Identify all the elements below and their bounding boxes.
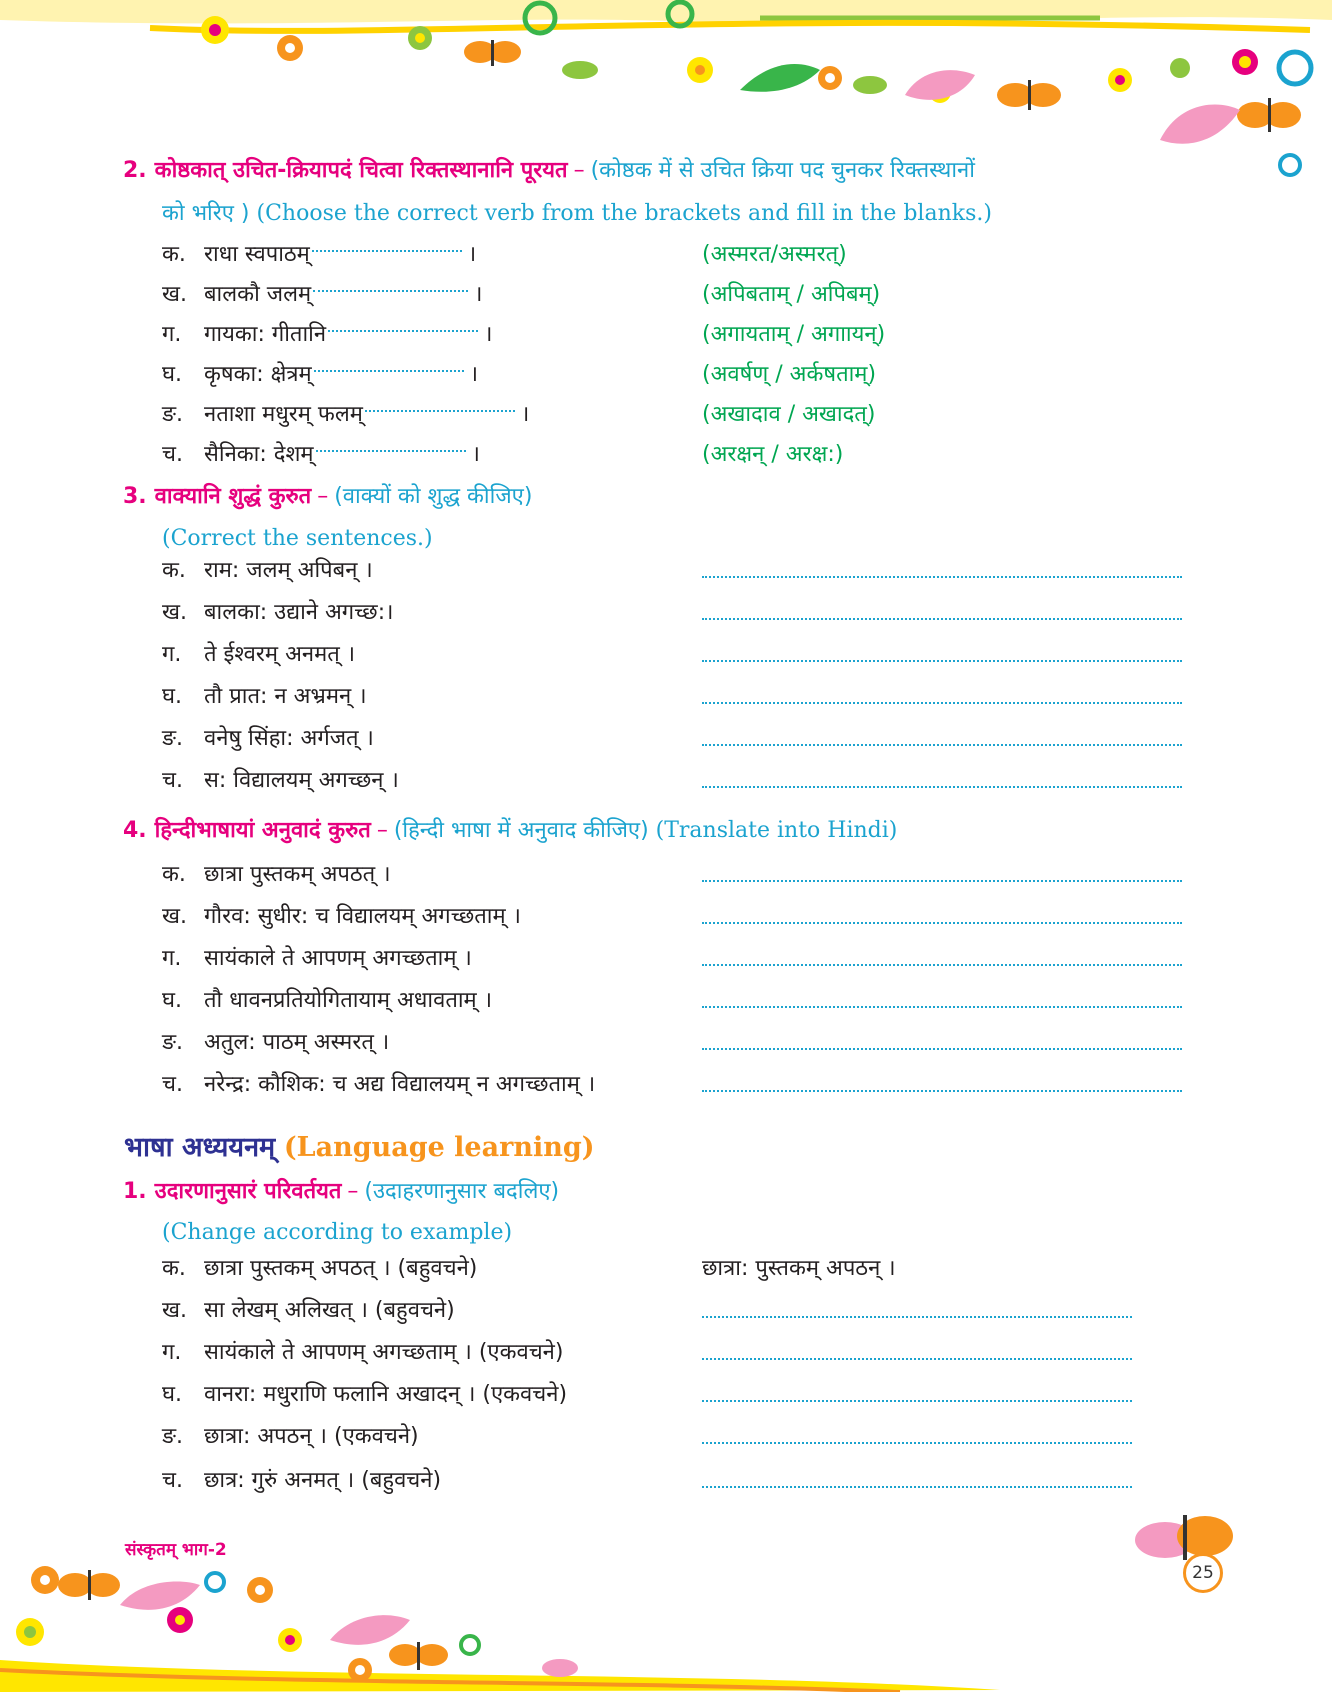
item-label: ङ. <box>162 726 184 751</box>
swirl-icon <box>206 1573 224 1591</box>
leaf-icon <box>1160 104 1240 143</box>
item-text: राम: जलम् अपिबन् । <box>204 558 373 583</box>
leaf-icon <box>853 76 887 94</box>
q3-item <box>162 724 1202 754</box>
q2-hindi: (कोष्ठक में से उचित क्रिया पद चुनकर रिक्तस्थानों <box>590 158 975 183</box>
swirl-icon <box>1280 155 1300 175</box>
leaf-icon <box>905 70 975 100</box>
q3-item <box>162 640 1202 670</box>
answer-line[interactable] <box>702 1442 1132 1444</box>
item-end: । <box>469 362 479 387</box>
item-text: स: विद्यालयम् अगच्छन् । <box>204 768 399 793</box>
item-text: गायका: गीतानि <box>204 322 327 347</box>
answer-line[interactable] <box>702 702 1182 704</box>
item-label: ग. <box>162 642 182 667</box>
bottom-floral-border <box>0 1560 1332 1692</box>
item-label: ख. <box>162 904 187 929</box>
q2-item <box>162 320 1202 350</box>
leaf-icon <box>120 1582 200 1610</box>
item-text: अतुल: पाठम् अस्मरत् । <box>204 1030 390 1055</box>
leaf-icon <box>740 64 820 92</box>
item-end: । <box>484 322 493 347</box>
q4-item <box>162 1070 1202 1100</box>
answer-line[interactable] <box>702 1090 1182 1092</box>
q2-subheading <box>162 199 992 229</box>
answer-line[interactable] <box>702 922 1182 924</box>
q4-number: 4. <box>123 818 147 843</box>
answer-line[interactable] <box>702 880 1182 882</box>
q2-title: कोष्ठकात् उचित-क्रियापदं चित्वा रिक्तस्थानानि पूरयत <box>154 158 568 183</box>
q5-item <box>162 1254 1202 1284</box>
butterfly-icon <box>464 40 521 66</box>
flower-icon <box>31 1566 59 1594</box>
q5-item <box>162 1338 1202 1368</box>
blank[interactable] <box>312 240 462 252</box>
flower-icon <box>247 1577 273 1603</box>
q5-subheading <box>162 1218 512 1248</box>
flower-icon <box>16 1618 44 1646</box>
item-text: तौ धावनप्रतियोगितायाम् अधावताम् । <box>204 988 493 1013</box>
q4-item <box>162 986 1202 1016</box>
answer-line[interactable] <box>702 576 1182 578</box>
item-label: घ. <box>162 684 182 709</box>
item-text: कृषका: क्षेत्रम् <box>204 362 312 387</box>
q2-item <box>162 400 1202 430</box>
q2-english: (Choose the correct verb from the brackets and fill in the blanks.) <box>256 201 992 226</box>
item-label: ङ. <box>162 402 184 427</box>
answer-line[interactable] <box>702 744 1182 746</box>
q2-item <box>162 440 1202 470</box>
q4-item <box>162 1028 1202 1058</box>
item-text: ते ईश्वरम् अनमत् । <box>204 642 356 667</box>
answer-line[interactable] <box>702 1358 1132 1360</box>
q3-item <box>162 598 1202 628</box>
item-text: राधा स्वपाठम् <box>204 242 310 267</box>
q4-item <box>162 860 1202 890</box>
answer-line[interactable] <box>702 1048 1182 1050</box>
page-number: 25 <box>1183 1553 1223 1593</box>
q4-dash: – <box>376 818 388 843</box>
q2-heading <box>123 156 975 186</box>
answer-line[interactable] <box>702 1400 1132 1402</box>
item-end: । <box>467 242 477 267</box>
answer-line[interactable] <box>702 1486 1132 1488</box>
item-label: ग. <box>162 946 182 971</box>
item-label: घ. <box>162 1382 182 1407</box>
item-label: ख. <box>162 282 187 307</box>
item-label: च. <box>162 442 183 467</box>
q3-item <box>162 682 1202 712</box>
item-label: क. <box>162 242 186 267</box>
answer-line[interactable] <box>702 786 1182 788</box>
q3-item <box>162 766 1202 796</box>
q2-item <box>162 360 1202 390</box>
flower-icon <box>1170 58 1190 78</box>
option-brackets: (अखादाव / अखादत्) <box>702 402 876 427</box>
q4-hindi: (हिन्दी भाषा में अनुवाद कीजिए) <box>393 818 649 843</box>
item-end: । <box>471 442 480 467</box>
item-text: नताशा मधुरम् फलम् <box>204 402 363 427</box>
q5-dash: – <box>347 1179 359 1204</box>
option-brackets: (अस्मरत/अस्मरत्) <box>702 242 847 267</box>
item-label: ख. <box>162 600 187 625</box>
q5-item <box>162 1296 1202 1326</box>
lang-heading-english: (Language learning) <box>283 1132 595 1163</box>
blank[interactable] <box>313 280 468 292</box>
flower-icon <box>277 35 303 61</box>
q2-hindi-cont: को भरिए ) <box>162 201 250 226</box>
butterfly-icon <box>1237 98 1301 132</box>
swirl-icon <box>461 1636 479 1654</box>
item-label: ङ. <box>162 1030 184 1055</box>
item-label: च. <box>162 1468 183 1493</box>
q2-dash: – <box>573 158 585 183</box>
item-text: गौरव: सुधीर: च विद्यालयम् अगच्छताम् । <box>204 904 521 929</box>
answer-line[interactable] <box>702 660 1182 662</box>
blank[interactable] <box>316 440 466 452</box>
item-text: छात्रा: अपठन् । (एकवचने) <box>204 1424 419 1449</box>
leaf-icon <box>542 1659 578 1677</box>
item-text: छात्रा पुस्तकम् अपठत् । <box>204 862 391 887</box>
q5-hindi: (उदाहरणानुसार बदलिए) <box>364 1179 560 1204</box>
item-label: घ. <box>162 362 182 387</box>
option-brackets: (अगायताम् / अगाायन्) <box>702 322 886 347</box>
flower-icon <box>167 1607 193 1633</box>
flower-icon <box>348 1658 372 1682</box>
flower-icon <box>408 26 432 50</box>
answer-line[interactable] <box>702 618 1182 620</box>
leaf-icon <box>562 61 598 79</box>
lang-heading-sanskrit: भाषा अध्ययनम् <box>124 1132 276 1163</box>
butterfly-icon <box>389 1642 448 1670</box>
q3-item <box>162 556 1202 586</box>
q3-hindi: (वाक्यों को शुद्ध कीजिए) <box>334 484 533 509</box>
flower-icon <box>1232 49 1258 75</box>
item-text: तौ प्रात: न अभ्रमन् । <box>204 684 367 709</box>
footer-book-title: संस्कृतम् भाग-2 <box>125 1540 227 1560</box>
flower-icon <box>278 1628 302 1652</box>
q2-item <box>162 280 1202 310</box>
q3-title: वाक्यानि शुद्धं कुरुत <box>154 484 312 509</box>
q2-item <box>162 240 1202 270</box>
item-text: छात्रा पुस्तकम् अपठत् । (बहुवचने) <box>204 1256 478 1281</box>
item-label: क. <box>162 558 186 583</box>
item-label: क. <box>162 862 186 887</box>
answer-line[interactable] <box>702 964 1182 966</box>
q4-item <box>162 944 1202 974</box>
item-end: । <box>474 282 483 307</box>
flower-icon <box>1108 68 1132 92</box>
item-text: बालकौ जलम् <box>204 282 312 307</box>
flower-icon <box>818 66 842 90</box>
flower-icon <box>687 57 713 83</box>
q3-heading <box>123 482 532 512</box>
swirl-icon <box>1279 52 1311 84</box>
item-text: वनेषु सिंहा: अर्गजत् । <box>204 726 374 751</box>
q4-title: हिन्दीभाषायां अनुवादं कुरुत <box>154 818 371 843</box>
blank[interactable] <box>365 400 515 412</box>
answer-line[interactable] <box>702 1316 1132 1318</box>
item-text: छात्र: गुरुं अनमत् । (बहुवचने) <box>204 1468 442 1493</box>
blank[interactable] <box>328 320 478 332</box>
q5-number: 1. <box>123 1179 147 1204</box>
item-label: च. <box>162 1072 183 1097</box>
item-text: बालका: उद्याने अगच्छ:। <box>204 600 394 625</box>
q3-english: (Correct the sentences.) <box>162 526 433 551</box>
item-text: वानरा: मधुराणि फलानि अखादन् । (एकवचने) <box>204 1382 568 1407</box>
option-brackets: (अपिबताम् / अपिबम्) <box>702 282 881 307</box>
flower-icon <box>201 16 229 44</box>
q3-subheading <box>162 524 433 554</box>
q3-dash: – <box>317 484 329 509</box>
item-label: क. <box>162 1256 186 1281</box>
q5-heading <box>123 1177 559 1207</box>
q5-item <box>162 1380 1202 1410</box>
item-label: ग. <box>162 322 182 347</box>
item-text: सैनिका: देशम् <box>204 442 314 467</box>
butterfly-icon <box>997 80 1061 110</box>
item-label: घ. <box>162 988 182 1013</box>
q5-english: (Change according to example) <box>162 1220 513 1245</box>
blank[interactable] <box>314 360 464 372</box>
leaf-icon <box>330 1615 410 1645</box>
item-text: नरेन्द्र: कौशिक: च अद्य विद्यालयम् न अगच्छताम् । <box>204 1072 596 1097</box>
q3-number: 3. <box>123 484 147 509</box>
item-end: । <box>520 402 530 427</box>
item-text: सायंकाले ते आपणम् अगच्छताम् । (एकवचने) <box>204 1340 564 1365</box>
q4-heading <box>123 816 897 846</box>
answer-line[interactable] <box>702 1006 1182 1008</box>
item-label: ग. <box>162 1340 182 1365</box>
language-learning-heading <box>124 1130 594 1166</box>
q2-number: 2. <box>123 158 147 183</box>
q5-item <box>162 1466 1202 1496</box>
option-brackets: (अरक्षन् / अरक्ष:) <box>702 442 844 467</box>
item-text: सा लेखम् अलिखत् । (बहुवचने) <box>204 1298 455 1323</box>
example-answer: छात्रा: पुस्तकम् अपठन् । <box>702 1256 896 1281</box>
butterfly-icon <box>58 1570 120 1600</box>
q4-english: (Translate into Hindi) <box>655 818 898 843</box>
item-text: सायंकाले ते आपणम् अगच्छताम् । <box>204 946 472 971</box>
q5-title: उदारणानुसारं परिवर्तयत <box>154 1179 342 1204</box>
q5-item <box>162 1422 1202 1452</box>
q4-item <box>162 902 1202 932</box>
item-label: ङ. <box>162 1424 184 1449</box>
option-brackets: (अवर्षण् / अर्कषताम्) <box>702 362 877 387</box>
item-label: च. <box>162 768 183 793</box>
item-label: ख. <box>162 1298 187 1323</box>
